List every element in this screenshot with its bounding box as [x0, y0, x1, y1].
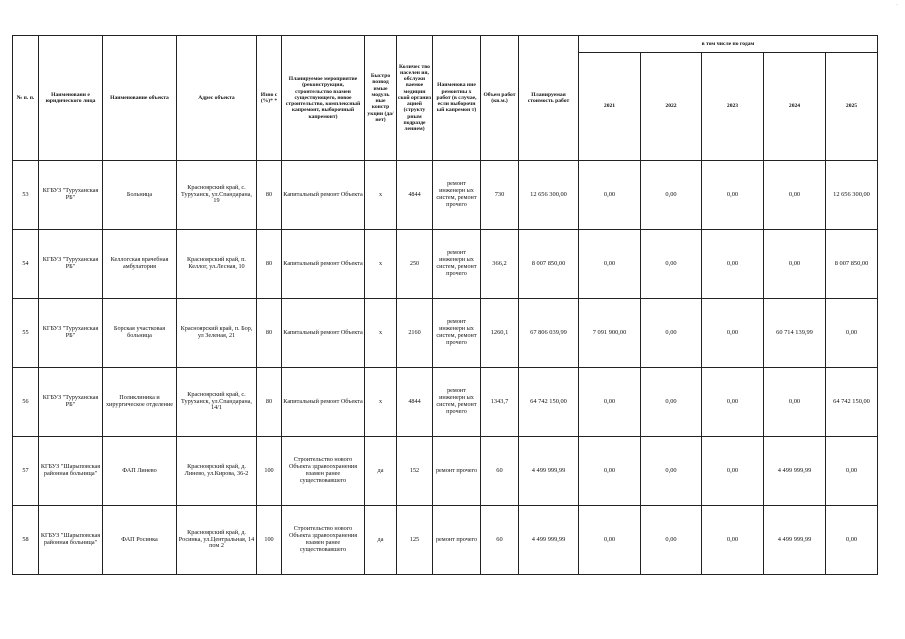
table-body	[13, 161, 878, 575]
repair-program-table	[12, 35, 878, 575]
cell-num: 54	[13, 230, 39, 299]
cell-measure: Капитальный ремонт Объекта	[282, 299, 365, 368]
cell-2022: 0,00	[641, 161, 702, 230]
cell-2023: 0,00	[702, 437, 764, 506]
cell-address: Красноярский край, д. Линево, ул.Кирова, 36-2	[177, 437, 257, 506]
header-legal-name: Наименовани е юридического лица	[39, 36, 103, 161]
header-year-2024: 2024	[764, 53, 826, 161]
cell-quick: х	[365, 230, 397, 299]
cell-object: Борская участковая больница	[103, 299, 177, 368]
cell-repair: ремонт инженерн ых систем, ремонт прочего	[433, 299, 481, 368]
cell-volume: 1260,1	[481, 299, 519, 368]
header-year-2023: 2023	[702, 53, 764, 161]
cell-num: 53	[13, 161, 39, 230]
cell-2024: 0,00	[764, 368, 826, 437]
cell-2023: 0,00	[702, 506, 764, 575]
cell-num: 56	[13, 368, 39, 437]
cell-legal: КГБУЗ "Туруханская РБ"	[39, 230, 103, 299]
table-row	[13, 368, 878, 437]
cell-population: 125	[397, 506, 433, 575]
cell-2022: 0,00	[641, 368, 702, 437]
cell-quick: да	[365, 506, 397, 575]
corner-mark: ·	[896, 2, 898, 8]
cell-2024: 0,00	[764, 230, 826, 299]
cell-2023: 0,00	[702, 299, 764, 368]
cell-wear: 80	[257, 368, 282, 437]
header-address: Адрес объекта	[177, 36, 257, 161]
table-row	[13, 230, 878, 299]
cell-2024: 0,00	[764, 161, 826, 230]
cell-2024: 4 499 999,99	[764, 506, 826, 575]
cell-2025: 12 656 300,00	[826, 161, 878, 230]
cell-quick: х	[365, 299, 397, 368]
cell-2023: 0,00	[702, 368, 764, 437]
cell-2021: 0,00	[579, 506, 641, 575]
header-volume: Объем работ (кв.м.)	[481, 36, 519, 161]
table-row	[13, 506, 878, 575]
cell-population: 250	[397, 230, 433, 299]
header-quick-modular: Быстро возвод имые модуль ные констр укции (да/нет)	[365, 36, 397, 161]
cell-wear: 100	[257, 506, 282, 575]
cell-object: ФАП Линево	[103, 437, 177, 506]
cell-population: 2160	[397, 299, 433, 368]
header-planned-measure: Планируемое мероприятие (реконструкция, строительство взамен существующего, новое строительство, комплексный капремонт, выборочный капремонт)	[282, 36, 365, 161]
cell-legal: КГБУЗ "Шарыповская районная больница"	[39, 437, 103, 506]
cell-volume: 730	[481, 161, 519, 230]
cell-measure: Строительство нового Объекта здравоохранения взамен ранее существовавшего	[282, 437, 365, 506]
cell-object: Больница	[103, 161, 177, 230]
cell-address: Красноярский край, п. Бор, ул Зеленая, 21	[177, 299, 257, 368]
cell-quick: х	[365, 368, 397, 437]
cell-volume: 60	[481, 437, 519, 506]
cell-wear: 80	[257, 230, 282, 299]
header-year-2021: 2021	[579, 53, 641, 161]
header-object-name: Наименование объекта	[103, 36, 177, 161]
header-num: № п. п.	[13, 36, 39, 161]
cell-measure: Капитальный ремонт Объекта	[282, 161, 365, 230]
cell-wear: 100	[257, 437, 282, 506]
cell-2022: 0,00	[641, 299, 702, 368]
cell-address: Красноярский край, д. Росинка, ул.Центральная, 14 пом 2	[177, 506, 257, 575]
cell-2021: 0,00	[579, 230, 641, 299]
cell-quick: да	[365, 437, 397, 506]
cell-2025: 8 007 850,00	[826, 230, 878, 299]
cell-2022: 0,00	[641, 230, 702, 299]
cell-2025: 0,00	[826, 506, 878, 575]
cell-num: 55	[13, 299, 39, 368]
header-year-2022: 2022	[641, 53, 702, 161]
cell-2021: 7 091 900,00	[579, 299, 641, 368]
cell-cost: 4 499 999,99	[519, 506, 579, 575]
cell-volume: 60	[481, 506, 519, 575]
cell-legal: КГБУЗ "Туруханская РБ"	[39, 299, 103, 368]
header-planned-cost: Планируемая стоимость работ	[519, 36, 579, 161]
cell-address: Красноярский край, с. Туруханск, ул.Спандарана, 14/1	[177, 368, 257, 437]
cell-repair: ремонт инженерн ых систем, ремонт прочего	[433, 161, 481, 230]
cell-cost: 64 742 150,00	[519, 368, 579, 437]
cell-2025: 0,00	[826, 299, 878, 368]
header-population: Количес тво населен ия, обслужи ваемое медицин ской организ ацией (структу рным подразде лением)	[397, 36, 433, 161]
cell-legal: КГБУЗ "Туруханская РБ"	[39, 368, 103, 437]
cell-2022: 0,00	[641, 506, 702, 575]
cell-repair: ремонт прочего	[433, 506, 481, 575]
cell-2021: 0,00	[579, 437, 641, 506]
cell-measure: Капитальный ремонт Объекта	[282, 368, 365, 437]
cell-legal: КГБУЗ "Шарыповская районная больница"	[39, 506, 103, 575]
cell-object: Келлогская врачебная амбулатория	[103, 230, 177, 299]
cell-wear: 80	[257, 161, 282, 230]
cell-object: Поликлиника и хирургическое отделение	[103, 368, 177, 437]
cell-population: 4844	[397, 368, 433, 437]
cell-population: 4844	[397, 161, 433, 230]
cell-2022: 0,00	[641, 437, 702, 506]
table-header	[13, 36, 878, 161]
cell-repair: ремонт инженерн ых систем, ремонт прочего	[433, 368, 481, 437]
cell-volume: 1343,7	[481, 368, 519, 437]
cell-volume: 366,2	[481, 230, 519, 299]
cell-address: Красноярский край, п. Келлог, ул.Лесная, 10	[177, 230, 257, 299]
cell-2024: 4 499 999,99	[764, 437, 826, 506]
cell-num: 57	[13, 437, 39, 506]
cell-population: 152	[397, 437, 433, 506]
cell-2025: 0,00	[826, 437, 878, 506]
cell-object: ФАП Росинка	[103, 506, 177, 575]
cell-wear: 80	[257, 299, 282, 368]
cell-num: 58	[13, 506, 39, 575]
cell-repair: ремонт инженерн ых систем, ремонт прочего	[433, 230, 481, 299]
cell-legal: КГБУЗ "Туруханская РБ"	[39, 161, 103, 230]
cell-repair: ремонт прочего	[433, 437, 481, 506]
table-row	[13, 161, 878, 230]
cell-cost: 67 806 039,99	[519, 299, 579, 368]
cell-quick: х	[365, 161, 397, 230]
cell-address: Красноярский край, с. Туруханск, ул.Спандарана, 19	[177, 161, 257, 230]
header-years-group: в том числе по годам	[579, 36, 878, 53]
cell-2024: 60 714 139,99	[764, 299, 826, 368]
cell-2023: 0,00	[702, 230, 764, 299]
cell-cost: 12 656 300,00	[519, 161, 579, 230]
cell-cost: 4 499 999,99	[519, 437, 579, 506]
cell-measure: Строительство нового Объекта здравоохранения взамен ранее существовавшего	[282, 506, 365, 575]
header-wear: Изно с (%)* *	[257, 36, 282, 161]
table-row	[13, 437, 878, 506]
cell-2021: 0,00	[579, 161, 641, 230]
cell-2021: 0,00	[579, 368, 641, 437]
cell-measure: Капитальный ремонт Объекта	[282, 230, 365, 299]
cell-2023: 0,00	[702, 161, 764, 230]
table-row	[13, 299, 878, 368]
header-year-2025: 2025	[826, 53, 878, 161]
cell-2025: 64 742 150,00	[826, 368, 878, 437]
cell-cost: 8 007 850,00	[519, 230, 579, 299]
header-repair-work-name: Наименова ние ремонтны х работ (в случае, если выборочн ый капремон т)	[433, 36, 481, 161]
